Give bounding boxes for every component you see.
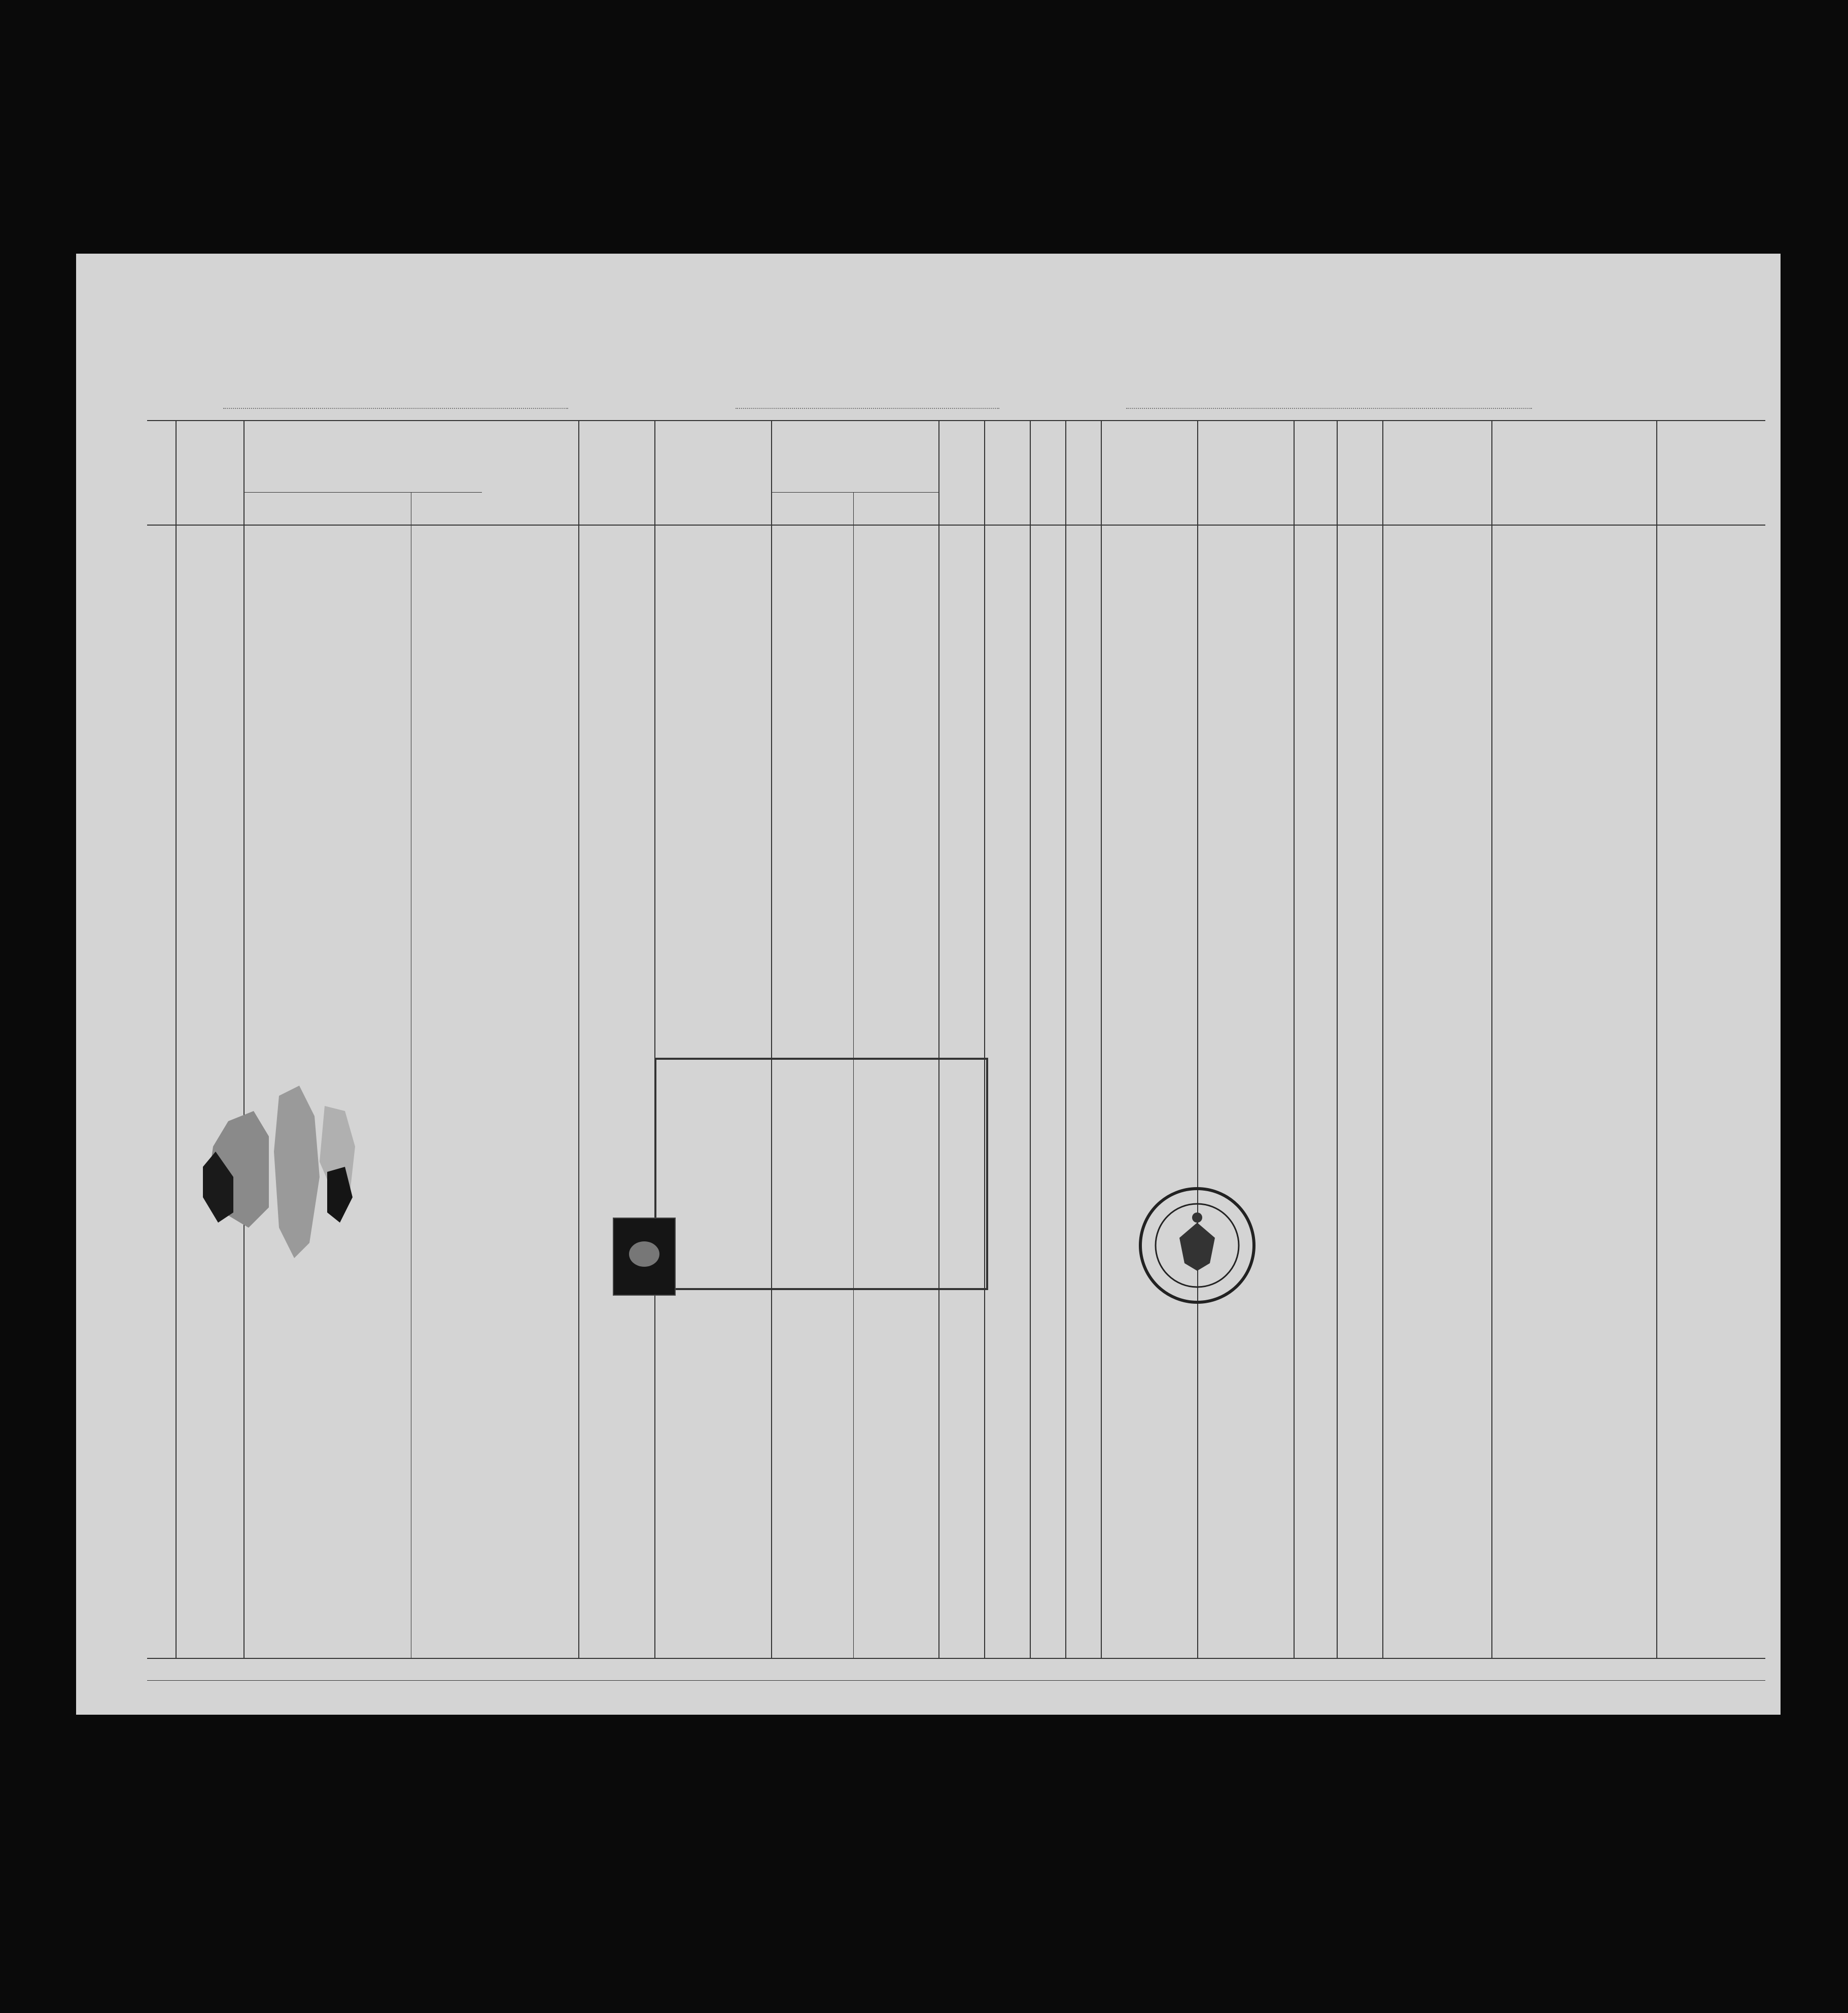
manifest-sheet [76,254,1781,1715]
consular-seal-icon [1134,1182,1261,1309]
revenue-stamp-emblem [629,1241,659,1267]
consular-stamp [654,1058,988,1290]
ink-smudge [193,1075,360,1268]
revenue-stamp [613,1218,676,1296]
